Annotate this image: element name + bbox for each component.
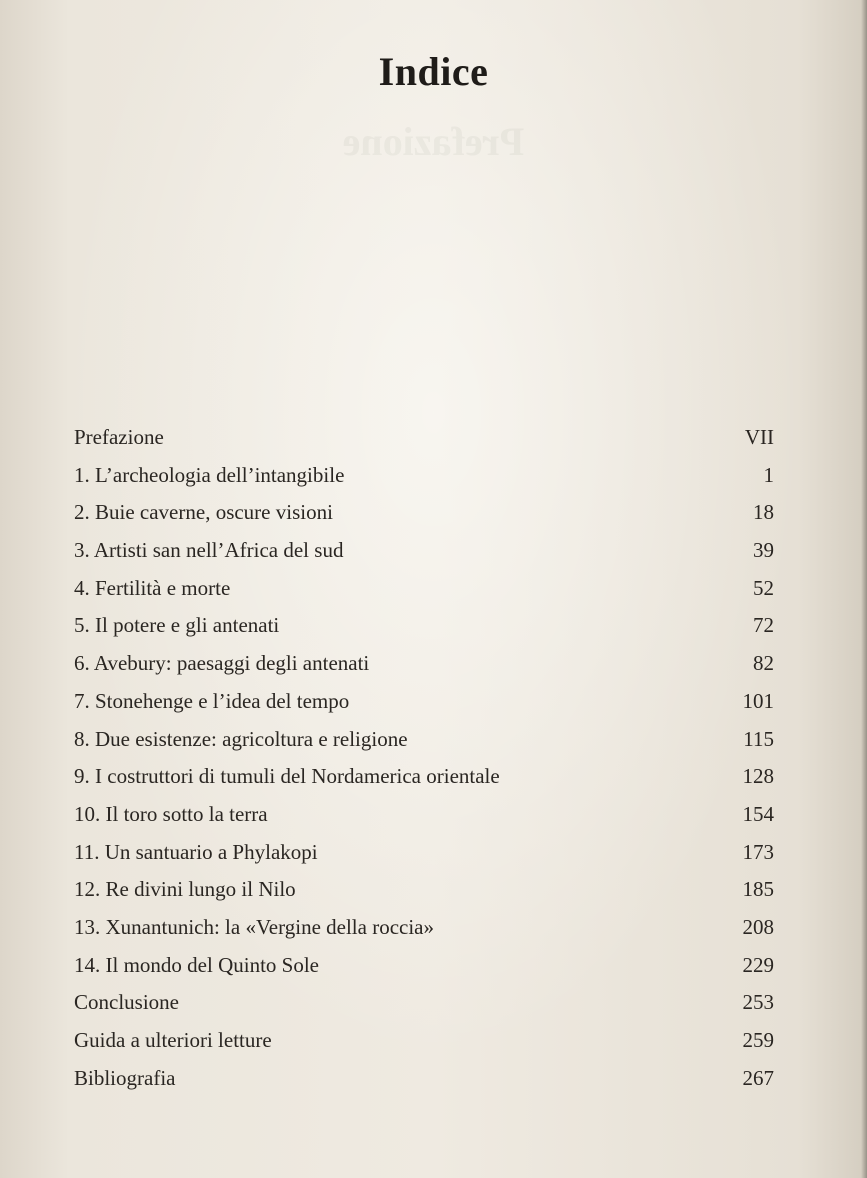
toc-entry-page-number: 1 (763, 462, 774, 487)
toc-entry-page-number: 128 (742, 764, 774, 789)
toc-entry-title: Guida a ulteriori letture (74, 1028, 272, 1052)
show-through-text: Prefazione (342, 119, 525, 164)
toc-entry-title: 12. Re divini lungo il Nilo (74, 877, 296, 902)
toc-entry-title: 4. Fertilità e morte (74, 575, 231, 600)
page-edge-shadow (861, 0, 867, 1178)
toc-entry-page-number: 154 (742, 801, 774, 826)
toc-entry-page-number: VII (744, 425, 774, 449)
toc-entry (74, 721, 774, 759)
toc-entry (74, 457, 774, 495)
toc-entry-title: 3. Artisti san nell’Africa del sud (74, 538, 344, 563)
toc-entry-title: 8. Due esistenze: agricoltura e religione (74, 726, 408, 751)
toc-entry (74, 1022, 774, 1060)
toc-entry (74, 758, 774, 796)
toc-entry (74, 683, 774, 721)
toc-entry-page-number: 259 (742, 1028, 774, 1052)
toc-entry-page-number: 185 (742, 877, 774, 902)
toc-entry-page-number: 18 (753, 500, 774, 525)
toc-entry-page-number: 52 (753, 575, 774, 600)
toc-entry-page-number: 229 (742, 952, 774, 977)
toc-entry-page-number: 72 (753, 613, 774, 638)
toc-entry-title: Conclusione (74, 990, 179, 1015)
toc-entry-title: Prefazione (74, 425, 164, 449)
toc-entry (74, 419, 774, 457)
toc-entry-title: 1. L’archeologia dell’intangibile (74, 462, 345, 487)
toc-entry-title: 5. Il potere e gli antenati (74, 613, 280, 638)
toc-entry (74, 570, 774, 608)
toc-entry-page-number: 267 (742, 1065, 774, 1090)
toc-entry (74, 1060, 774, 1098)
toc-entry-title: 11. Un santuario a Phylakopi (74, 839, 318, 864)
toc-entry-title: Bibliografia (74, 1065, 176, 1090)
toc-entry-title: 10. Il toro sotto la terra (74, 801, 268, 826)
page-title: Indice (378, 49, 489, 94)
toc-entry (74, 947, 774, 985)
toc-entry (74, 645, 774, 683)
toc-entry (74, 871, 774, 909)
toc-entry-page-number: 39 (753, 538, 774, 563)
toc-entry-page-number: 115 (743, 726, 774, 751)
toc-entry-title: 7. Stonehenge e l’idea del tempo (74, 688, 350, 713)
toc-entry-page-number: 208 (742, 914, 774, 939)
toc-entry (74, 984, 774, 1022)
toc-entry-title: 14. Il mondo del Quinto Sole (74, 952, 319, 977)
toc-entry-title: 13. Xunantunich: la «Vergine della roccia» (74, 914, 434, 939)
toc-entry (74, 494, 774, 532)
toc-entry (74, 909, 774, 947)
toc-entry (74, 532, 774, 570)
toc-entry-page-number: 82 (753, 651, 774, 676)
toc-entry-title: 9. I costruttori di tumuli del Nordamerica orientale (74, 764, 500, 789)
toc-entry-page-number: 173 (742, 839, 774, 864)
table-of-contents (74, 419, 774, 1097)
toc-entry-title: 2. Buie caverne, oscure visioni (74, 500, 333, 525)
toc-entry (74, 607, 774, 645)
toc-entry-page-number: 253 (742, 990, 774, 1015)
toc-entry (74, 796, 774, 834)
toc-entry (74, 834, 774, 872)
toc-entry-title: 6. Avebury: paesaggi degli antenati (74, 651, 370, 676)
toc-entry-page-number: 101 (742, 688, 774, 713)
